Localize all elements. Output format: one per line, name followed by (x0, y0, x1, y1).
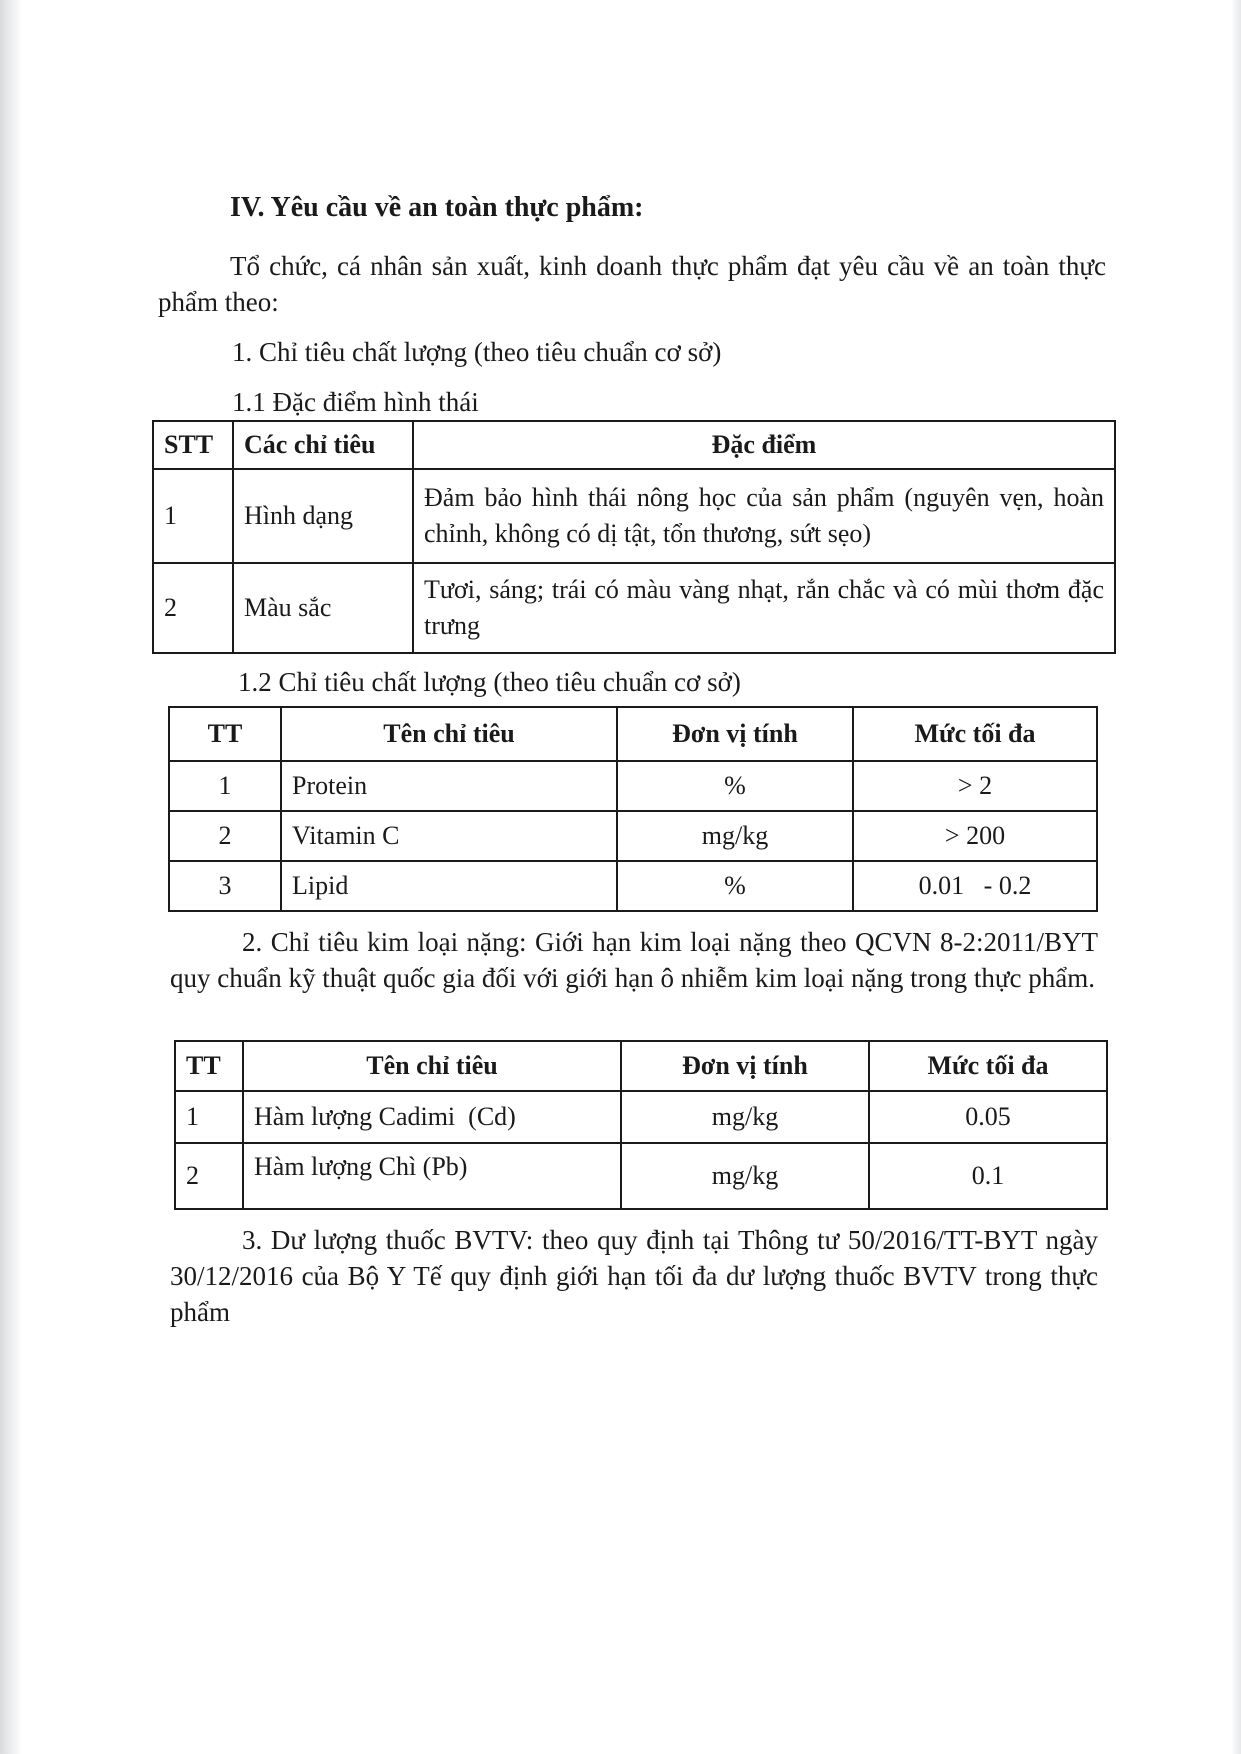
table-row (169, 761, 1097, 811)
item1-2-title: 1.2 Chỉ tiêu chất lượng (theo tiêu chuẩn cơ sở) (238, 667, 741, 697)
col-header-tt: TT (169, 707, 281, 761)
item3-paragraph: 3. Dư lượng thuốc BVTV: theo quy định tại Thông tư 50/2016/TT-BYT ngày 30/12/2016 của Bộ Y Tế quy định giới hạn tối đa dư lượng thuốc BVTV trong thực phẩm (170, 1225, 1098, 1327)
cell-max: 0.01 - 0.2 (853, 861, 1097, 911)
cell-name: Lipid (281, 861, 617, 911)
col-header-characteristics: Đặc điểm (413, 421, 1115, 469)
table-header-row (153, 421, 1115, 469)
table-row (175, 1091, 1107, 1143)
cell-criteria: Màu sắc (233, 563, 413, 653)
cell-tt: 2 (169, 811, 281, 861)
cell-unit: % (617, 761, 853, 811)
quality-criteria-table (168, 706, 1098, 912)
cell-tt: 1 (175, 1091, 243, 1143)
col-header-max: Mức tối đa (853, 707, 1097, 761)
table-row (175, 1143, 1107, 1209)
cell-max: > 2 (853, 761, 1097, 811)
col-header-tt: TT (175, 1041, 243, 1091)
cell-unit: mg/kg (621, 1143, 869, 1209)
cell-stt: 1 (153, 469, 233, 563)
table-header-row (169, 707, 1097, 761)
cell-characteristics: Đảm bảo hình thái nông học của sản phẩm (nguyên vẹn, hoàn chỉnh, không có dị tật, tổn thương, sứt sẹo) (413, 469, 1115, 563)
cell-name: Hàm lượng Cadimi (Cd) (243, 1091, 621, 1143)
cell-name: Vitamin C (281, 811, 617, 861)
morphology-table (152, 420, 1116, 654)
cell-unit: mg/kg (621, 1091, 869, 1143)
cell-unit: mg/kg (617, 811, 853, 861)
cell-max: 0.05 (869, 1091, 1107, 1143)
table-row (169, 861, 1097, 911)
cell-tt: 1 (169, 761, 281, 811)
col-header-max: Mức tối đa (869, 1041, 1107, 1091)
section-heading: IV. Yêu cầu về an toàn thực phẩm: (230, 192, 644, 223)
table-row (169, 811, 1097, 861)
cell-max: 0.1 (869, 1143, 1107, 1209)
col-header-stt: STT (153, 421, 233, 469)
cell-unit: % (617, 861, 853, 911)
cell-characteristics: Tươi, sáng; trái có màu vàng nhạt, rắn chắc và có mùi thơm đặc trưng (413, 563, 1115, 653)
item1-title: 1. Chỉ tiêu chất lượng (theo tiêu chuẩn cơ sở) (232, 337, 722, 367)
cell-stt: 2 (153, 563, 233, 653)
cell-tt: 3 (169, 861, 281, 911)
table-header-row (175, 1041, 1107, 1091)
cell-max: > 200 (853, 811, 1097, 861)
item2-paragraph: 2. Chỉ tiêu kim loại nặng: Giới hạn kim loại nặng theo QCVN 8-2:2011/BYT quy chuẩn kỹ thuật quốc gia đối với giới hạn ô nhiễm kim loại nặng trong thực phẩm. (170, 927, 1098, 993)
cell-name: Hàm lượng Chì (Pb) (243, 1143, 621, 1209)
cell-name: Protein (281, 761, 617, 811)
scan-right-edge-shadow (1231, 0, 1241, 1754)
col-header-name: Tên chỉ tiêu (281, 707, 617, 761)
item1-1-title: 1.1 Đặc điểm hình thái (232, 387, 479, 417)
col-header-unit: Đơn vị tính (617, 707, 853, 761)
cell-criteria: Hình dạng (233, 469, 413, 563)
col-header-unit: Đơn vị tính (621, 1041, 869, 1091)
intro-paragraph: Tổ chức, cá nhân sản xuất, kinh doanh thực phẩm đạt yêu cầu về an toàn thực phẩm theo: (158, 251, 1106, 317)
col-header-name: Tên chỉ tiêu (243, 1041, 621, 1091)
col-header-criteria: Các chỉ tiêu (233, 421, 413, 469)
table-row (153, 469, 1115, 563)
table-row (153, 563, 1115, 653)
scan-left-edge-shadow (0, 0, 22, 1754)
cell-tt: 2 (175, 1143, 243, 1209)
heavy-metal-table (174, 1040, 1108, 1210)
